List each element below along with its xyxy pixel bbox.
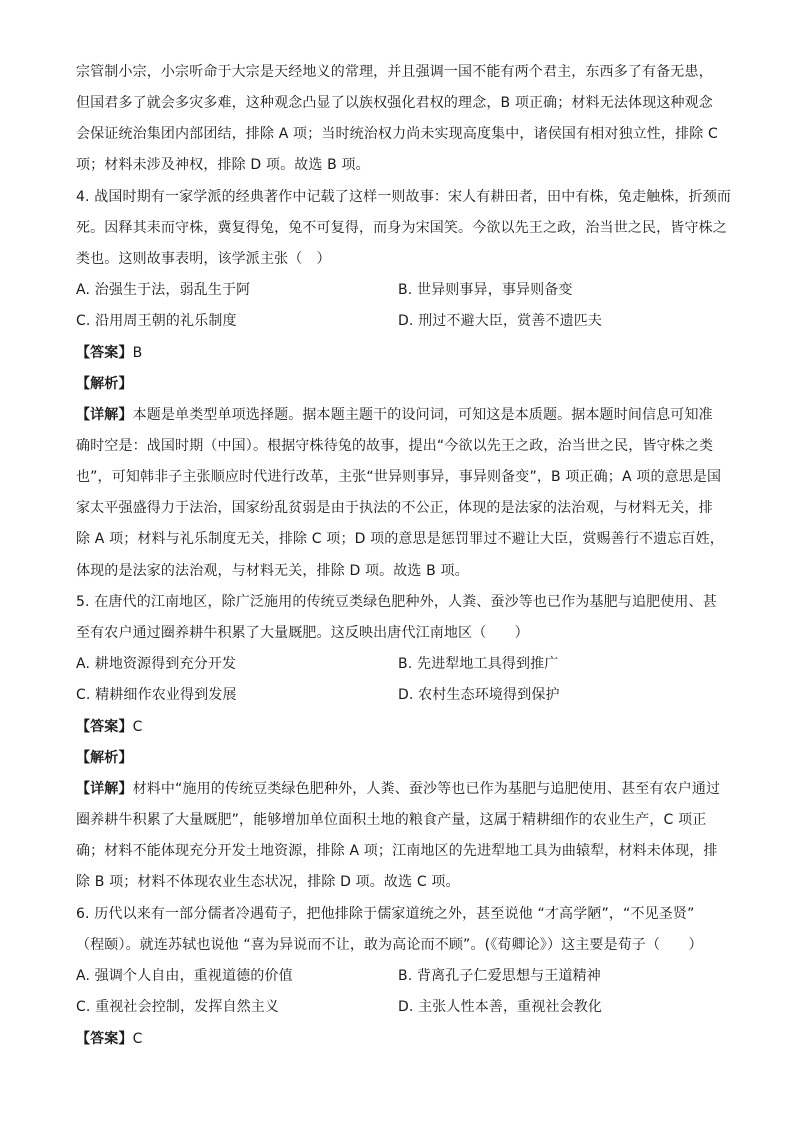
text-line: 项；材料未涉及神权，排除 D 项。故选 B 项。 [76,157,370,173]
q4-detail-line: 也”，可知韩非子主张顺应时代进行改革，主张“世异则事异，事异则备变”，B 项正确；A 项的意思是国 [76,469,722,485]
text-line: 会保证统治集团内部团结，排除 A 项；当时统治权力尚未实现高度集中，诸侯国有相对独立性，排除 C [76,126,718,142]
q4-option-a: A. 治强生于法，弱乱生于阿 [76,282,251,298]
answer-tag: 【答案】 [76,345,133,361]
q4-detail-line: 确时空是：战国时期（中国）。根据守株待兔的故事，提出“今欲以先王之政，治当世之民，皆守株之类 [76,438,714,454]
detail-tag: 【详解】 [76,407,133,423]
q5-detail-line: 除 B 项；材料不体现农业生态状况，排除 D 项。故选 C 项。 [76,874,460,890]
answer-tag: 【答案】 [76,719,133,735]
q6-answer [76,1029,726,1049]
q6-option-d: D. 主张人性本善，重视社会教化 [398,999,603,1015]
q5-option-d: D. 农村生态环境得到保护 [398,687,560,703]
q4-option-c: C. 沿用周王朝的礼乐制度 [76,313,237,329]
analysis-tag: 【解析】 [76,750,133,766]
q5-detail-line [76,779,726,799]
q4-option-d: D. 刑过不避大臣，赏善不遗匹夫 [398,313,603,329]
q5-analysis-tag [76,748,726,768]
q4-detail-line: 体现的是法家的法治观，与材料无关，排除 D 项。故选 B 项。 [76,563,469,579]
answer-tag: 【答案】 [76,1031,133,1047]
answer-value: C [132,719,143,735]
q4-detail-line: 家太平强盛得力于法治，国家纷乱贫弱是由于执法的不公正，体现的是法家的法治观，与材料无关，排 [76,500,713,516]
q5-detail-line: 确；材料不能体现充分开发土地资源，排除 A 项；江南地区的先进犁地工具为曲辕犁，材料未体现，排 [76,843,718,859]
q4-detail-line [76,405,726,425]
q5-option-c: C. 精耕细作农业得到发展 [76,687,237,703]
q4-stem-line: 4. 战国时期有一家学派的经典著作中记载了这样一则故事：宋人有耕田者，田中有株，兔走触株，折颈而 [76,189,732,205]
answer-value: C [132,1031,143,1047]
q6-stem-line: （程颐）。就连苏轼也说他 “喜为异说而不让，敢为高论而不顾”。(《荀卿论》）这主要是荀子（ ） [76,937,703,953]
detail-text: 本题是单类型单项选择题。据本题主题干的设问词，可知这是本质题。据本题时间信息可知准 [132,407,713,423]
q5-stem-line: 至有农户通过圈养耕牛积累了大量厩肥。这反映出唐代江南地区（ ） [76,625,529,641]
q5-option-b: B. 先进犁地工具得到推广 [398,656,559,672]
q4-detail-line: 除 A 项；材料与礼乐制度无关，排除 C 项；D 项的意思是惩罚罪过不避让大臣，赏赐善行不遗忘百姓， [76,531,724,547]
q4-option-b: B. 世异则事异，事异则备变 [398,282,573,298]
q4-stem-line: 类也。这则故事表明，该学派主张（ ） [76,251,331,267]
q5-detail-line: 圈养耕牛积累了大量厩肥”，能够增加单位面积土地的粮食产量，这属于精耕细作的农业生产，C 项正 [76,812,707,828]
q6-option-c: C. 重视社会控制，发挥自然主义 [76,999,280,1015]
q6-option-b: B. 背离孔子仁爱思想与王道精神 [398,968,601,984]
q6-stem-line: 6. 历代以来有一部分儒者冷遇荀子，把他排除于儒家道统之外，甚至说他 “才高学陋”，“不见圣贤” [76,906,695,922]
analysis-tag: 【解析】 [76,376,133,392]
text-line: 但国君多了就会多灾多难，这种观念凸显了以族权强化君权的理念，B 项正确；材料无法体现这种观念 [76,95,713,111]
detail-text: 材料中“施用的传统豆类绿色肥种外，人粪、蚕沙等也已作为基肥与追肥使用、甚至有农户通过 [132,781,721,797]
q4-stem-line: 死。因释其耒而守株，冀复得兔，兔不可复得，而身为宋国笑。今欲以先王之政，治当世之民，皆守株之 [76,220,727,236]
q5-stem-line: 5. 在唐代的江南地区，除广泛施用的传统豆类绿色肥种外，人粪、蚕沙等也已作为基肥与追肥使用、甚 [76,594,717,610]
q5-option-a: A. 耕地资源得到充分开发 [76,656,237,672]
q4-analysis-tag [76,374,726,394]
q5-answer [76,717,726,737]
text-line: 宗管制小宗，小宗听命于大宗是天经地义的常理，并且强调一国不能有两个君主，东西多了有备无患， [76,64,713,80]
detail-tag: 【详解】 [76,781,133,797]
answer-value: B [132,345,143,361]
q4-answer [76,343,726,363]
q6-option-a: A. 强调个人自由，重视道德的价值 [76,968,293,984]
